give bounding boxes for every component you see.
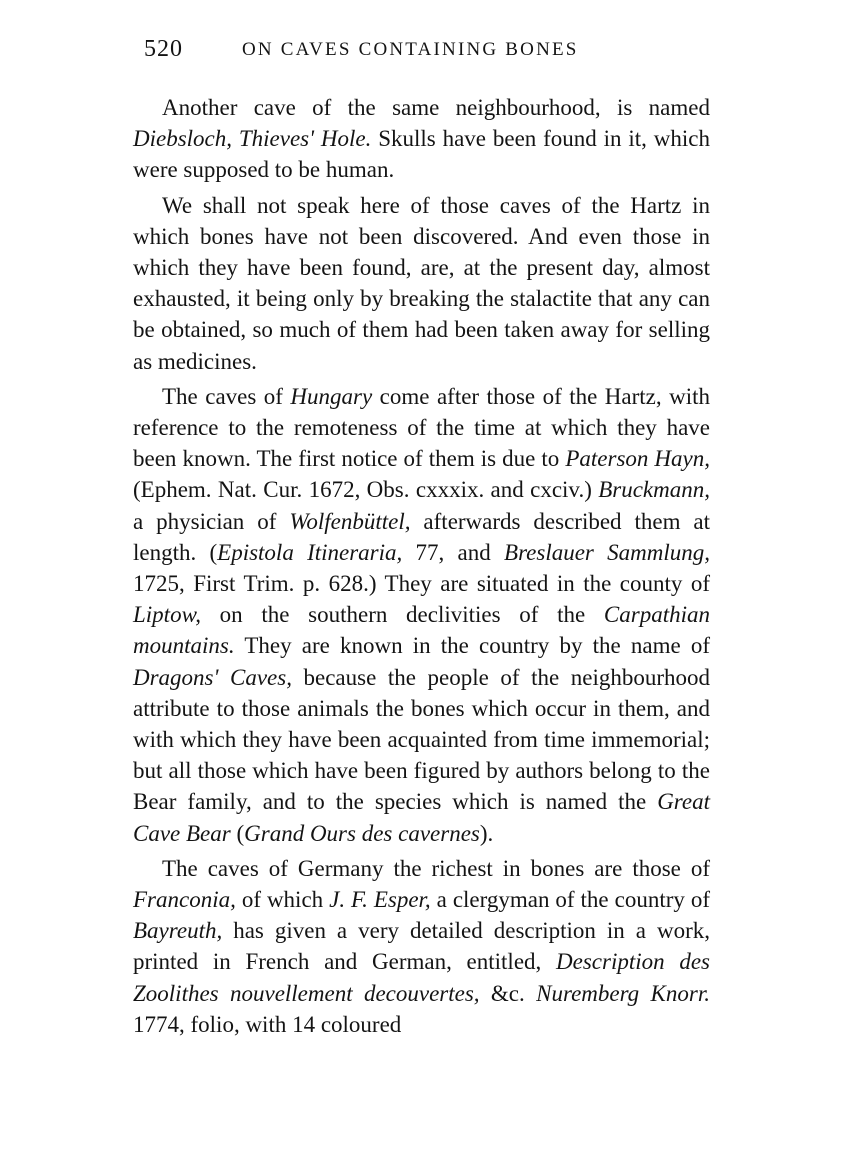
italic-text: Diebsloch, Thieves' Hole.	[133, 126, 372, 152]
paragraph	[133, 92, 710, 186]
text-run: Another cave of the same neighbourhood, is named	[162, 95, 710, 120]
italic-text: Carpathian mountains.	[133, 602, 710, 659]
text-run: has given a very detailed description in a work, printed in French and German, entitled,	[133, 918, 710, 975]
text-run: 1774, folio, with 14 coloured	[133, 1011, 402, 1037]
page-number: 520	[144, 36, 183, 62]
italic-text: Epistola Itineraria,	[217, 539, 403, 565]
italic-text: Grand Ours des cavernes	[244, 820, 480, 846]
text-run: on the southern declivities of the	[200, 602, 604, 628]
italic-text: Franconia,	[133, 887, 236, 913]
paragraph	[133, 381, 710, 849]
text-run: Skulls have been found in it, which were supposed to be human.	[133, 126, 710, 183]
text-run: afterwards described them at length. (	[133, 508, 710, 565]
body-text	[133, 92, 710, 1040]
paragraph	[133, 190, 710, 377]
running-title: ON CAVES CONTAINING BONES	[242, 39, 579, 60]
text-run: The caves of	[162, 383, 291, 409]
italic-text: Breslauer Sammlung,	[504, 539, 710, 565]
text-run: 1725, First Trim. p. 628.) They are situated in the county of	[133, 571, 710, 597]
italic-text: Description des Zoolithes nouvellement decouvertes,	[133, 949, 710, 1006]
italic-text: Bayreuth,	[133, 918, 223, 944]
italic-text: Liptow,	[133, 602, 201, 628]
text-run: We shall not speak here of those caves of the Hartz in which bones have not been discovered. And even those in which they have been found, are, at the present day, almost exhausted, it being only by breaking the stalactite that any can be obtained, so much of them had been taken away for selling as medicines.	[133, 192, 710, 374]
text-run: (Ephem. Nat. Cur. 1672, Obs. cxxxix. and cxciv.)	[133, 477, 599, 503]
italic-text: Great Cave Bear	[133, 789, 710, 846]
text-run: of which	[235, 887, 330, 913]
text-run: They are known in the country by the name of	[234, 633, 710, 659]
italic-text: Dragons' Caves,	[133, 664, 292, 690]
text-run: &c.	[479, 980, 537, 1006]
italic-text: J. F. Esper,	[329, 887, 431, 913]
text-run: ).	[479, 820, 494, 846]
paragraph	[133, 853, 710, 1040]
text-run: a clergyman of the country of	[430, 887, 710, 913]
italic-text: Hungary	[290, 383, 373, 409]
italic-text: Bruckmann,	[598, 477, 710, 503]
text-run: because the people of the neighbourhood attribute to those animals the bones which occur in them, and with which they have been acquainted from time immemorial; but all those which have been figured by authors belong to the Bear family, and to the species which is named the	[133, 664, 710, 815]
text-run: 77, and	[402, 539, 505, 565]
text-run: (	[230, 820, 245, 846]
text-run: come after those of the Hartz, with reference to the remoteness of the time at which they have been known. The first notice of them is due to	[133, 383, 710, 472]
italic-text: Wolfenbüttel,	[289, 508, 411, 534]
text-run: The caves of Germany the richest in bones are those of	[162, 855, 710, 881]
text-run: a physician of	[133, 508, 290, 534]
italic-text: Nuremberg Knorr.	[536, 980, 710, 1006]
italic-text: Paterson Hayn,	[565, 446, 710, 472]
running-header	[144, 36, 724, 66]
